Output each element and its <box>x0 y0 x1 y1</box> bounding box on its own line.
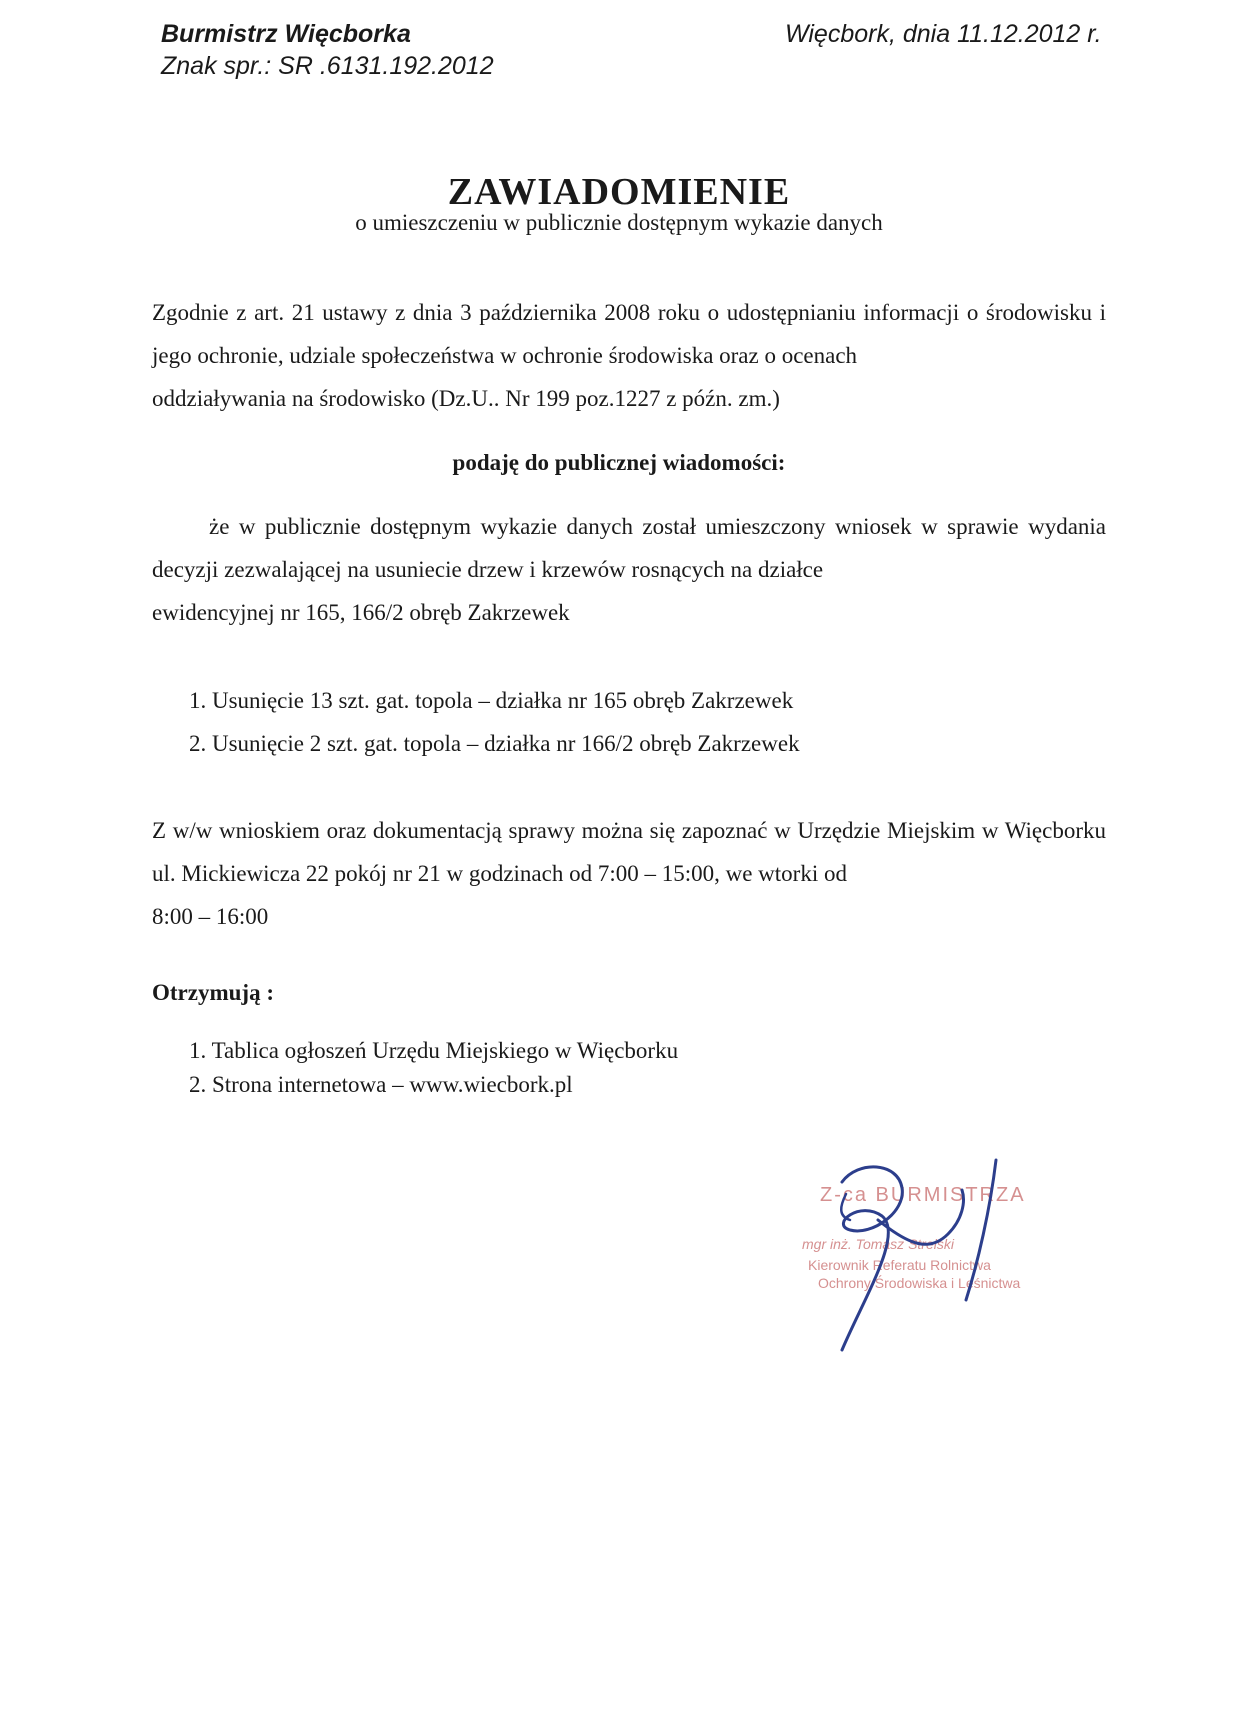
legal-basis-paragraph <box>152 291 1106 420</box>
list-item: 1. Usunięcie 13 szt. gat. topola – działka nr 165 obręb Zakrzewek <box>189 688 794 713</box>
stamp-title: Z-ca BURMISTRZA <box>820 1184 1026 1206</box>
reference-number: Znak spr.: SR .6131.192.2012 <box>161 52 494 80</box>
recipients-heading: Otrzymują : <box>152 980 274 1005</box>
notice-text: że w publicznie dostępnym wykazie danych został umieszczony wniosek w sprawie wydania decyzji zezwalającej na usuniecie drzew i krzewów rosnących na działce <box>152 514 1106 582</box>
header-left <box>161 18 494 82</box>
legal-basis-last-line: oddziaływania na środowisko (Dz.U.. Nr 199 poz.1227 z późn. zm.) <box>152 386 780 411</box>
stamp-position: Kierownik Referatu Rolnictwa <box>808 1257 991 1273</box>
contact-paragraph <box>152 809 1106 938</box>
contact-text: Z w/w wnioskiem oraz dokumentacją sprawy można się zapoznać w Urzędzie Miejskim w Więcborku ul. Mickiewicza 22 pokój nr 21 w godzinach od 7:00 – 15:00, we wtorki od <box>152 818 1106 886</box>
stamp-name: mgr inż. Tomasz Strelski <box>802 1236 954 1252</box>
contact-last-line: 8:00 – 16:00 <box>152 904 269 929</box>
handwritten-signature <box>780 1150 1080 1360</box>
legal-basis-text: Zgodnie z art. 21 ustawy z dnia 3 października 2008 roku o udostępnianiu informacji o środowisku i jego ochronie, udziale społeczeństwa w ochronie środowiska oraz o ocenach <box>152 300 1106 368</box>
notice-paragraph <box>152 505 1106 634</box>
list-item: 2. Usunięcie 2 szt. gat. topola – działka nr 166/2 obręb Zakrzewek <box>189 731 800 756</box>
actions-list <box>189 679 800 765</box>
recipients-list <box>189 1034 678 1102</box>
list-item: 1. Tablica ogłoszeń Urzędu Miejskiego w Więcborku <box>189 1038 679 1063</box>
announcement-heading: podaję do publicznej wiadomości: <box>452 450 786 475</box>
list-item: 2. Strona internetowa – www.wiecbork.pl <box>189 1072 573 1097</box>
document-title: ZAWIADOMIENIE <box>447 171 791 213</box>
place-date: Więcbork, dnia 11.12.2012 r. <box>785 20 1102 48</box>
official-stamp <box>780 1150 1080 1360</box>
document-subtitle: o umieszczeniu w publicznie dostępnym wykazie danych <box>355 210 883 235</box>
notice-last-line: ewidencyjnej nr 165, 166/2 obręb Zakrzewek <box>152 600 570 625</box>
issuing-office: Burmistrz Więcborka <box>161 20 411 48</box>
stamp-department: Ochrony Środowiska i Leśnictwa <box>818 1275 1021 1291</box>
